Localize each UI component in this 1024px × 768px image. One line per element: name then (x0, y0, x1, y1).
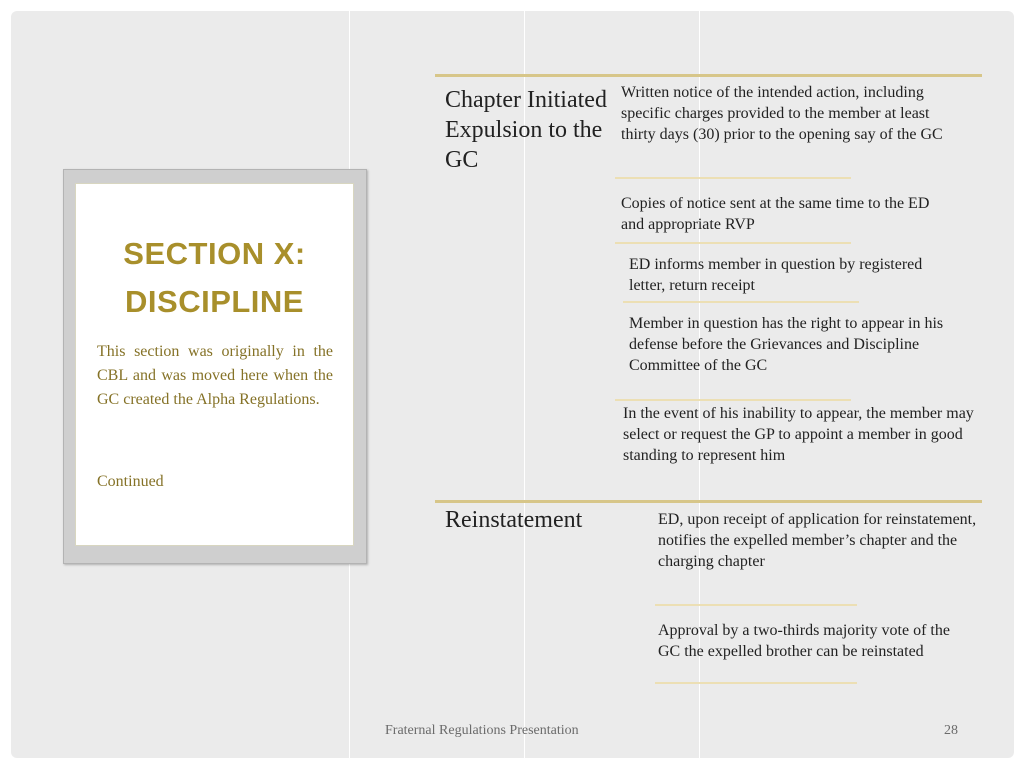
item-separator (615, 242, 851, 244)
item-separator (655, 604, 857, 606)
section-description: This section was originally in the CBL and was moved here when the GC created the Alpha Regulations. (97, 343, 333, 408)
page-number: 28 (944, 723, 958, 738)
table-top-rule (435, 74, 982, 77)
expulsion-item: Copies of notice sent at the same time to the ED and appropriate RVP (621, 195, 930, 233)
expulsion-item: In the event of his inability to appear, the member may select or request the GP to appoint a member in good standing to represent him (623, 405, 974, 464)
reinstatement-item: ED, upon receipt of application for reinstatement, notifies the expelled member’s chapter and the charging chapter (658, 511, 977, 570)
row-heading-reinstatement: Reinstatement (445, 507, 583, 533)
item-separator (655, 682, 857, 684)
reinstatement-item: Approval by a two-thirds majority vote of the GC the expelled brother can be reinstated (658, 622, 950, 660)
table-row-rule (435, 500, 982, 503)
expulsion-item: ED informs member in question by registered letter, return receipt (629, 256, 923, 294)
item-separator (623, 301, 859, 303)
section-title-line2: DISCIPLINE (125, 284, 304, 319)
footer-title: Fraternal Regulations Presentation (385, 723, 579, 738)
section-card-inner (75, 183, 354, 546)
item-separator (615, 399, 851, 401)
slide (11, 11, 1014, 758)
section-card (63, 169, 367, 564)
section-title (76, 230, 353, 326)
expulsion-item: Member in question has the right to appear in his defense before the Grievances and Discipline Committee of the GC (629, 315, 944, 374)
expulsion-item: Written notice of the intended action, including specific charges provided to the member at least thirty days (30) prior to the opening say of the GC (621, 84, 943, 143)
item-separator (615, 177, 851, 179)
row-heading-expulsion: Chapter Initiated Expulsion to the GC (445, 87, 607, 173)
continued-label: Continued (97, 473, 164, 490)
section-title-line1: SECTION X: (123, 236, 306, 271)
